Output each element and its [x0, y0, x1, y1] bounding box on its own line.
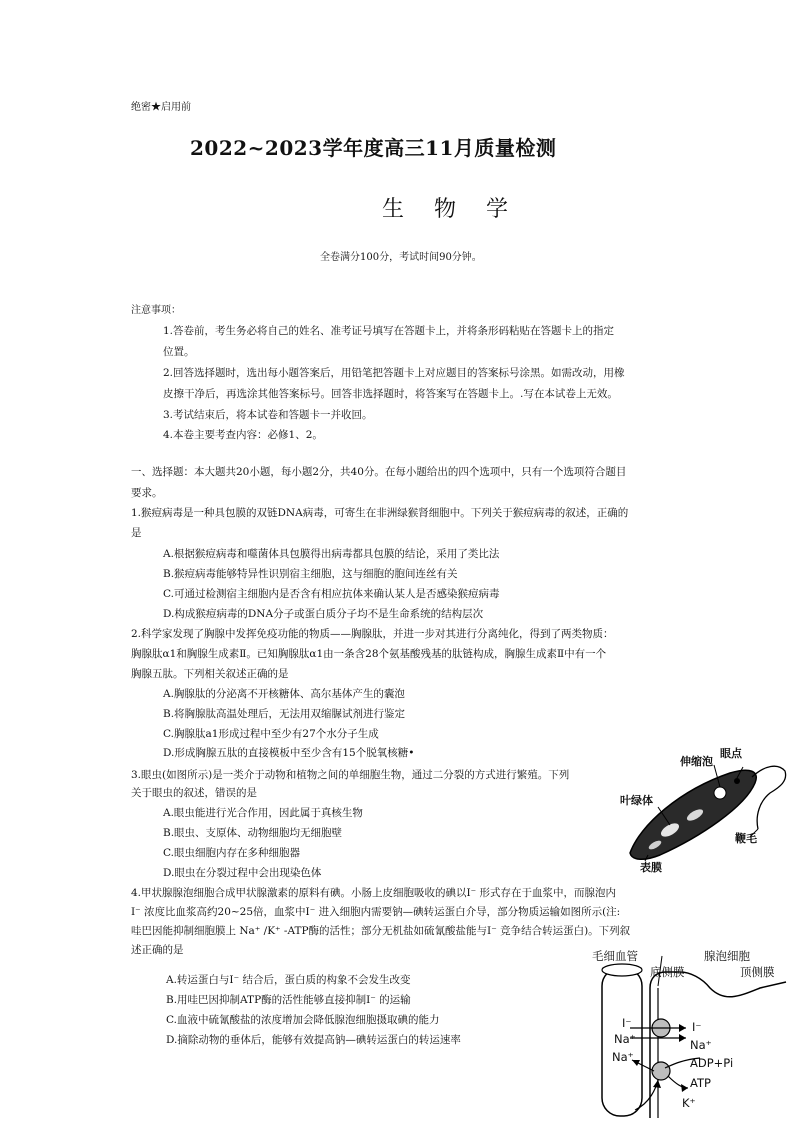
exam-title: 2022~2023学年度高三11月质量检测 [190, 136, 557, 160]
q3-stem: 3.眼虫(如图所示)是一类介于动物和植物之间的单细胞生物，通过二分裂的方式进行繁殖。下列 [131, 769, 570, 781]
q4-option-d: D.摘除动物的垂体后，能够有效提高钠—碘转运蛋白的转运速率 [166, 1034, 461, 1046]
label-sodium-right: Na⁺ [690, 1038, 712, 1052]
q2-stem-cont: 胸腺肽α1和胸腺生成素Ⅱ。已知胸腺肽α1由一条含28个氨基酸残基的肽链构成，胸腺生成素Ⅱ中有一个 [131, 648, 607, 660]
q4-stem-cont: I⁻ 浓度比血浆高约20~25倍，血浆中I⁻ 进入细胞内需要钠—碘转运蛋白介导，部分物质运输如图所示(注: [131, 906, 621, 918]
label-pellicle: 表膜 [640, 861, 662, 874]
label-capillary: 毛细血管 [592, 949, 638, 963]
euglena-figure [600, 745, 790, 880]
score-note: 全卷满分100分，考试时间90分钟。 [320, 252, 482, 263]
q4-stem: 4.甲状腺腺泡细胞合成甲状腺激素的原料有碘。小肠上皮细胞吸收的碘以I⁻ 形式存在于血浆中，而腺泡内 [131, 887, 617, 899]
label-apical: 顶侧膜 [740, 965, 775, 979]
label-iodide-left: I⁻ [622, 1016, 632, 1030]
subject-title: 生物学 [382, 197, 539, 222]
label-chloroplast: 叶绿体 [620, 794, 653, 807]
q3-option-b: B.眼虫、支原体、动物细胞均无细胞壁 [163, 827, 343, 839]
q3-stem-cont: 关于眼虫的叙述，错误的是 [131, 787, 257, 799]
q3-option-c: C.眼虫细胞内存在多种细胞器 [163, 847, 300, 859]
section-heading: 一、选择题：本大题共20小题，每小题2分，共40分。在每小题给出的四个选项中，只有一个选项符合题目 [131, 466, 627, 478]
label-potassium: K⁺ [682, 1096, 696, 1110]
label-flagellum: 鞭毛 [735, 832, 757, 845]
q1-option-d: D.构成猴痘病毒的DNA分子或蛋白质分子均不是生命系统的结构层次 [163, 608, 484, 620]
notes-heading: 注意事项： [131, 305, 181, 316]
confidential-mark: 绝密★启用前 [131, 102, 191, 113]
label-follicle-cell: 腺泡细胞 [704, 949, 750, 963]
label-atp: ATP [690, 1076, 711, 1090]
note-line: 1.答卷前，考生务必将自己的姓名、准考证号填写在答题卡上，并将条形码粘贴在答题卡上的指定 [163, 325, 615, 337]
q2-option-d: D.形成胸腺五肽的直接模板中至少含有15个脱氧核糖• [163, 747, 415, 759]
q4-option-b: B.用哇巴因抑制ATP酶的活性能够直接抑制I⁻ 的运输 [166, 994, 411, 1006]
q2-stem: 2.科学家发现了胸腺中发挥免疫功能的物质——胸腺肽，并进一步对其进行分离纯化，得到了两类物质： [131, 628, 614, 640]
label-iodide-right: I⁻ [692, 1020, 702, 1034]
note-line: 位置。 [163, 346, 195, 358]
q4-option-a: A.转运蛋白与I⁻ 结合后，蛋白质的构象不会发生改变 [166, 974, 411, 986]
q4-stem-cont2: 哇巴因能抑制细胞膜上 Na⁺ /K⁺ -ATP酶的活性；部分无机盐如硫氰酸盐能与I⁻ 竞争结合转运蛋白)。下列叙 [131, 925, 631, 937]
label-eyespot: 眼点 [720, 747, 742, 760]
label-basolateral: 底侧膜 [650, 965, 685, 979]
q1-stem: 1.猴痘病毒是一种具包膜的双链DNA病毒，可寄生在非洲绿猴肾细胞中。下列关于猴痘病毒的叙述，正确的 [131, 507, 629, 519]
note-line: 3.考试结束后，将本试卷和答题卡一并收回。 [163, 409, 373, 421]
q1-option-a: A.根据猴痘病毒和噬菌体具包膜得出病毒都具包膜的结论，采用了类比法 [163, 548, 500, 560]
q3-option-d: D.眼虫在分裂过程中会出现染色体 [163, 867, 322, 879]
q2-option-a: A.胸腺肽的分泌离不开核糖体、高尔基体产生的囊泡 [163, 688, 405, 700]
q1-option-b: B.猴痘病毒能够特异性识别宿主细胞，这与细胞的胞间连丝有关 [163, 568, 458, 580]
q2-option-b: B.将胸腺肽高温处理后，无法用双缩脲试剂进行鉴定 [163, 708, 406, 720]
label-contractile-vacuole: 伸缩泡 [680, 755, 713, 768]
label-sodium-left2: Na⁺ [612, 1050, 634, 1064]
label-adp: ADP+Pi [690, 1056, 734, 1070]
note-line: 2.回答选择题时，选出每小题答案后，用铅笔把答题卡上对应题目的答案标号涂黑。如需改动，用橡 [163, 367, 625, 379]
transport-figure [590, 948, 790, 1120]
q4-option-c: C.血液中硫氰酸盐的浓度增加会降低腺泡细胞摄取碘的能力 [166, 1014, 440, 1026]
q2-option-c: C.胸腺肽a1形成过程中至少有27个水分子生成 [163, 728, 379, 740]
section-heading-cont: 要求。 [131, 487, 163, 499]
q3-option-a: A.眼虫能进行光合作用，因此属于真核生物 [163, 807, 363, 819]
q1-option-c: C.可通过检测宿主细胞内是否含有相应抗体来确认某人是否感染猴痘病毒 [163, 588, 500, 600]
label-sodium-left: Na⁺ [614, 1032, 636, 1046]
q2-stem-cont2: 胸腺五肽。下列相关叙述正确的是 [131, 668, 289, 680]
q1-stem-cont: 是 [131, 527, 142, 539]
note-line: 皮擦干净后，再选涂其他答案标号。回答非选择题时，将答案写在答题卡上。.写在本试卷上无效。 [163, 388, 618, 400]
q4-stem-cont3: 述正确的是 [131, 944, 184, 956]
note-line: 4.本卷主要考查内容：必修1、2。 [163, 429, 323, 441]
